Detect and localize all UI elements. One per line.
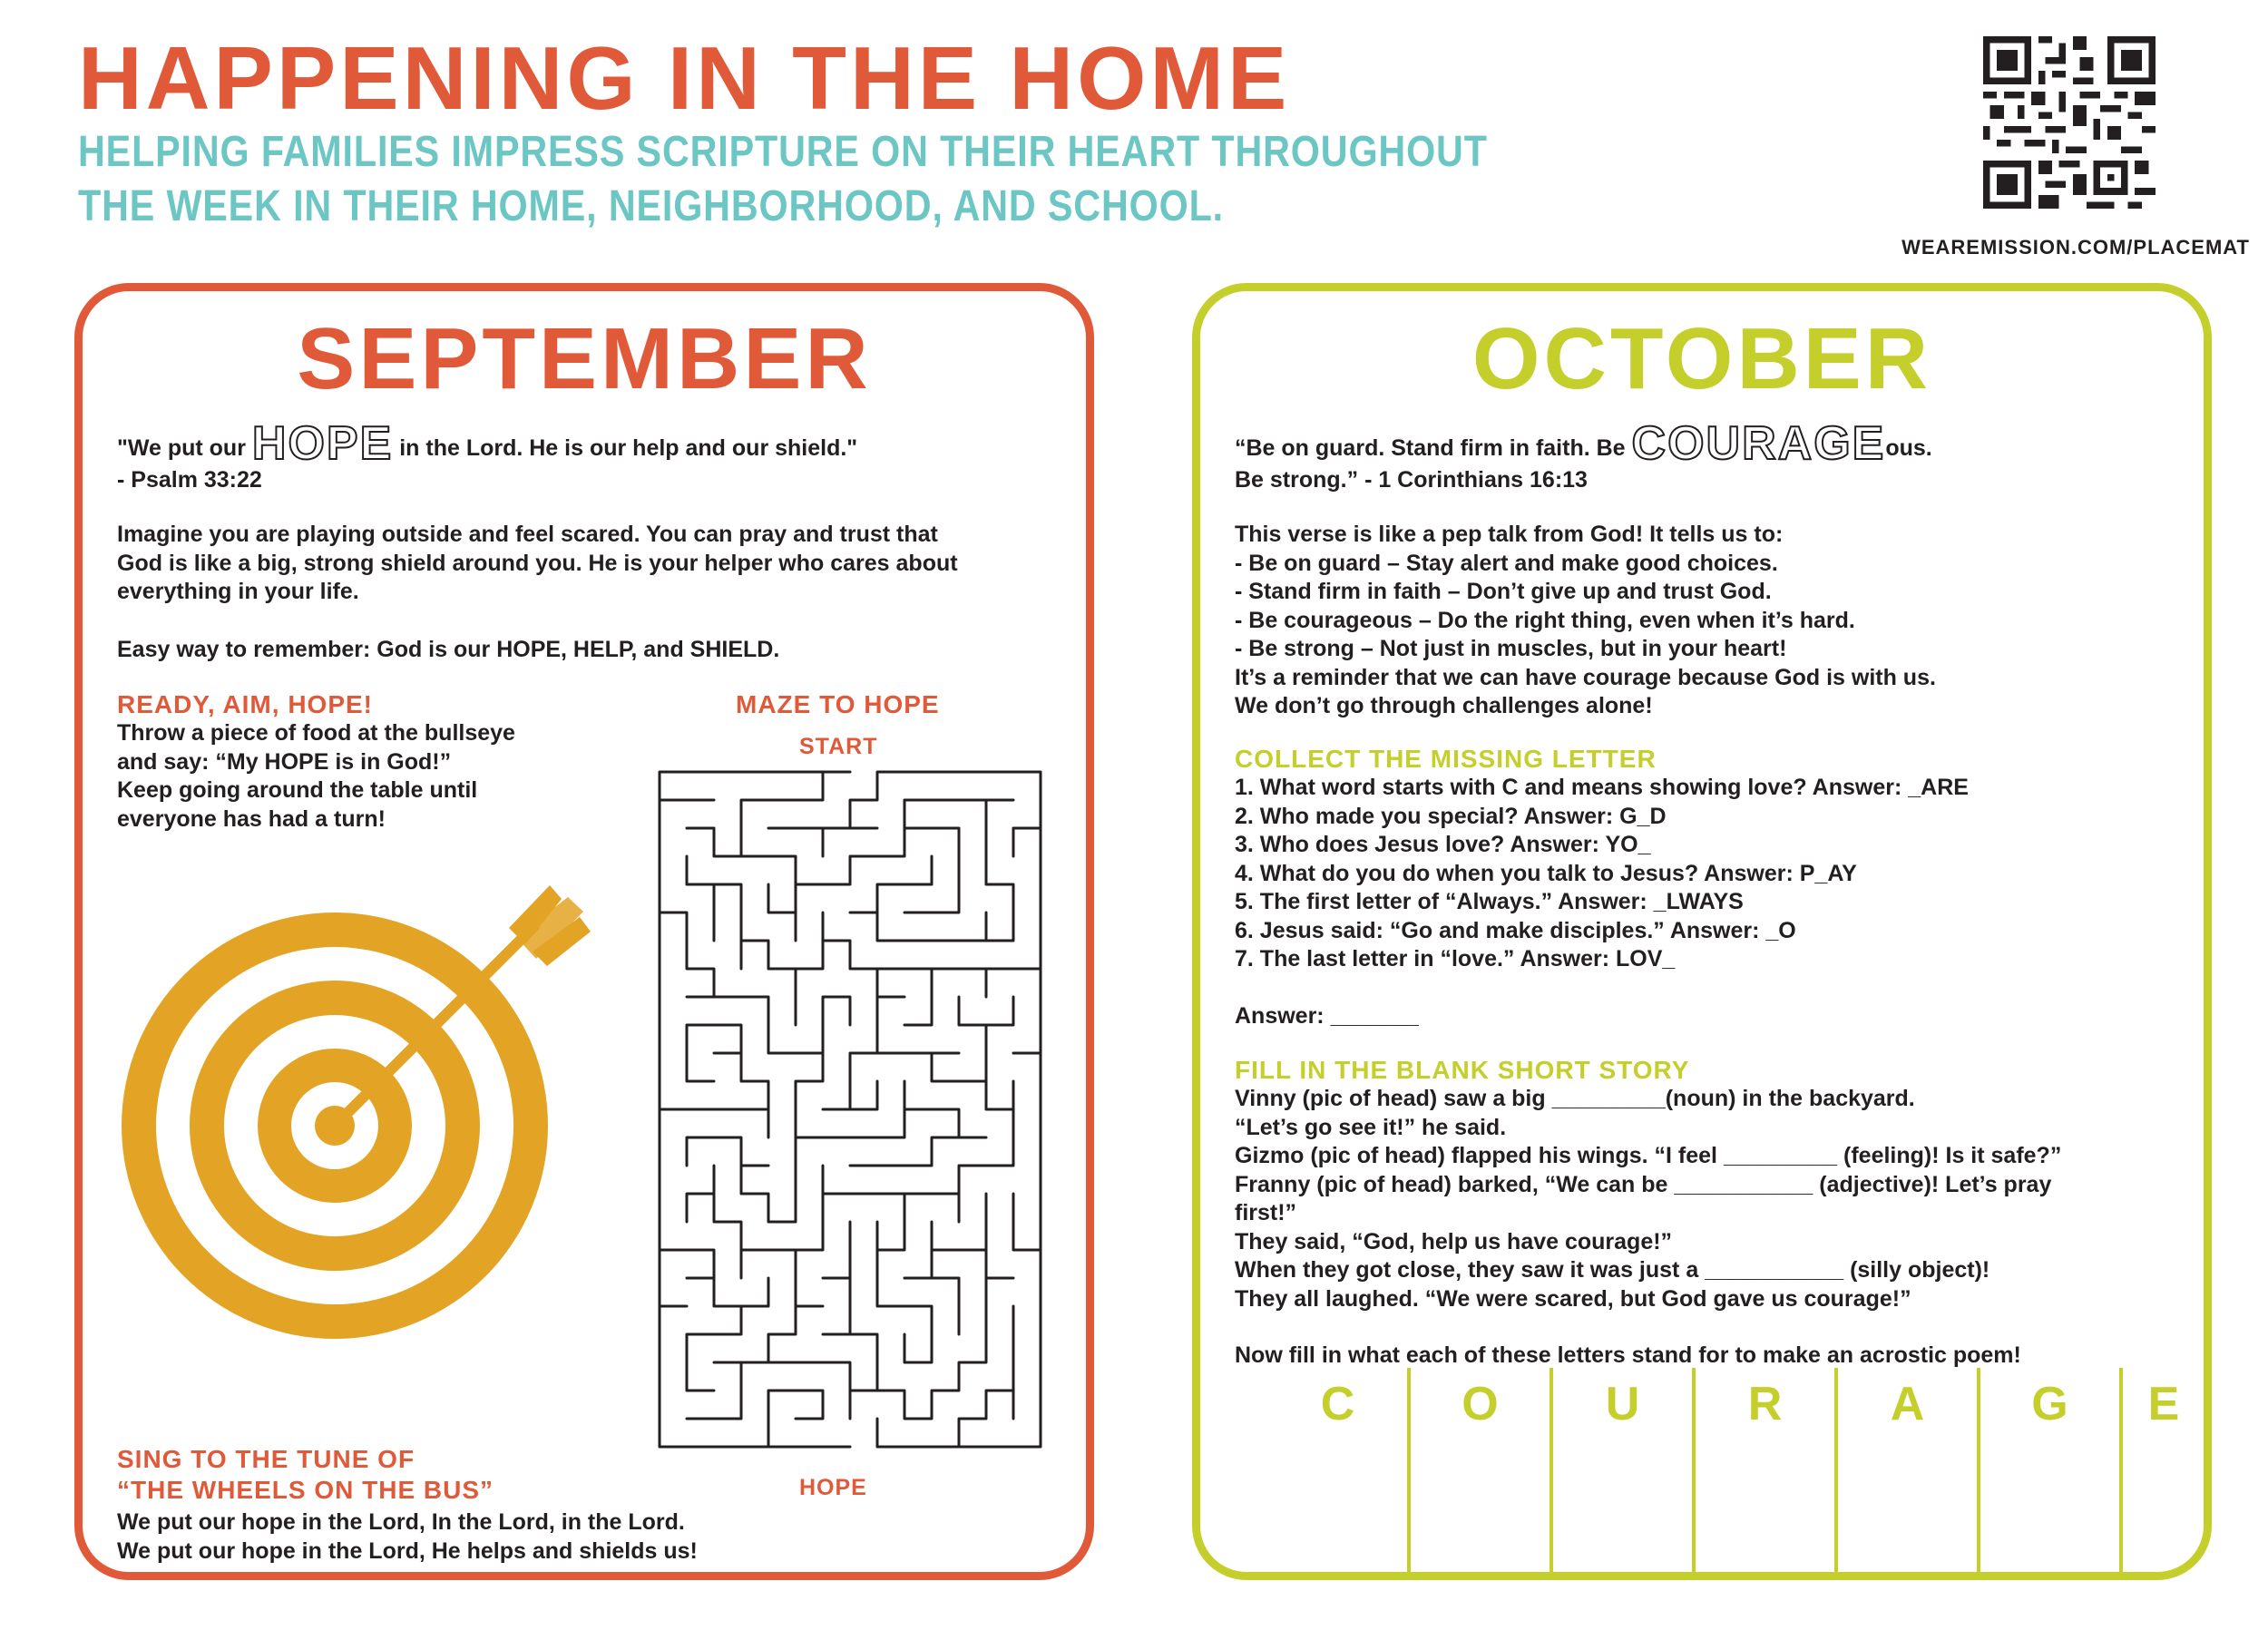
intro-line: - Be on guard – Stay alert and make good choices. [1235, 550, 1778, 576]
question-item: 4. What do you do when you talk to Jesus? Answer: P_AY [1235, 860, 1857, 886]
paragraph-line: everything in your life. [117, 579, 359, 604]
intro-line: - Be strong – Not just in muscles, but in your heart! [1235, 636, 1787, 661]
qr-code-icon [1983, 36, 2156, 209]
answer-blank[interactable]: Answer: _______ [1235, 1003, 1419, 1029]
acrostic-column-a[interactable] [1838, 1368, 1980, 1576]
acrostic-column-u[interactable] [1553, 1368, 1696, 1576]
question-item: 3. Who does Jesus love? Answer: YO_ [1235, 832, 1651, 857]
story-line: first!” [1235, 1200, 1297, 1225]
story-line: When they got close, they saw it was just a ___________ (silly object)! [1235, 1257, 1990, 1283]
easy-way-text: Easy way to remember: God is our HOPE, HELP, and SHIELD. [117, 637, 780, 662]
october-intro [1235, 521, 1936, 721]
acrostic-column-e[interactable] [2123, 1368, 2180, 1576]
acrostic-column-o[interactable] [1411, 1368, 1553, 1576]
october-title: OCTOBER [1471, 310, 1932, 407]
story-line: They all laughed. “We were scared, but God gave us courage!” [1235, 1285, 1911, 1312]
maze-puzzle[interactable] [645, 763, 1055, 1470]
maze-heading: MAZE TO HOPE [736, 690, 940, 718]
verse-text-pre: "We put our [117, 435, 252, 461]
verse-keyword-courage: COURAGE [1631, 417, 1886, 470]
lyric-line: We put our hope in the Lord, He helps and shields us! [117, 1537, 698, 1564]
website-url[interactable]: WEAREMISSION.COM/PLACEMAT [1901, 236, 2250, 259]
subtitle-line-1: HELPING FAMILIES IMPRESS SCRIPTURE ON THEIR HEART THROUGHOUT [78, 128, 1488, 176]
lyric-line: We put our hope in the Lord, In the Lord, in the Lord. [117, 1509, 685, 1535]
maze-walls [660, 772, 1041, 1447]
short-story-heading: FILL IN THE BLANK SHORT STORY [1235, 1056, 1690, 1084]
intro-line: We don’t go through challenges alone! [1235, 693, 1653, 718]
sing-heading-line-2: “THE WHEELS ON THE BUS” [117, 1476, 494, 1504]
bullseye-target-icon [110, 872, 618, 1352]
acrostic-column-c[interactable] [1268, 1368, 1411, 1576]
question-item: 6. Jesus said: “Go and make disciples.” Answer: _O [1235, 917, 1796, 943]
story-line: Gizmo (pic of head) flapped his wings. “I feel _________ (feeling)! Is it safe?” [1235, 1143, 2062, 1168]
short-story [1235, 1085, 2061, 1313]
ready-aim-hope-instructions [117, 719, 515, 834]
september-verse-ref: - Psalm 33:22 [117, 467, 262, 493]
intro-line: - Be courageous – Do the right thing, even when it’s hard. [1235, 607, 1855, 633]
question-item: 2. Who made you special? Answer: G_D [1235, 803, 1667, 829]
story-line: Vinny (pic of head) saw a big _________(noun) in the backyard. [1235, 1086, 1915, 1111]
acrostic-letter: R [1747, 1378, 1783, 1430]
verse-text-post: in the Lord. He is our help and our shield." [393, 435, 858, 461]
subtitle-line-2: THE WEEK IN THEIR HOME, NEIGHBORHOOD, AND SCHOOL. [78, 182, 1224, 230]
acrostic-grid [1268, 1368, 2180, 1576]
maze-start-label: START [799, 734, 878, 759]
sing-heading-line-1: SING TO THE TUNE OF [117, 1445, 415, 1473]
intro-line: This verse is like a pep talk from God! It tells us to: [1235, 522, 1784, 547]
collect-letter-heading: COLLECT THE MISSING LETTER [1235, 745, 1657, 773]
october-verse-ref: Be strong.” - 1 Corinthians 16:13 [1235, 467, 1588, 493]
acrostic-letter: G [2031, 1378, 2068, 1430]
acrostic-letter: U [1605, 1378, 1640, 1430]
song-lyrics [117, 1508, 698, 1566]
story-line: They said, “God, help us have courage!” [1235, 1228, 1673, 1254]
maze-end-label: HOPE [799, 1475, 867, 1500]
ready-aim-hope-heading: READY, AIM, HOPE! [117, 690, 373, 718]
september-panel [74, 283, 1094, 1580]
september-verse [117, 417, 858, 470]
october-verse [1235, 417, 1932, 470]
question-item: 1. What word starts with C and means showing love? Answer: _ARE [1235, 775, 1969, 800]
page-title: HAPPENING IN THE HOME [78, 28, 1291, 128]
intro-line: - Stand firm in faith – Don’t give up and trust God. [1235, 579, 1772, 604]
instruction-line: Keep going around the table until [117, 777, 478, 803]
story-line: “Let’s go see it!” he said. [1235, 1114, 1507, 1140]
collect-letter-list [1235, 774, 1969, 974]
paragraph-line: Imagine you are playing outside and feel scared. You can pray and trust that [117, 522, 938, 547]
intro-line: It’s a reminder that we can have courage because God is with us. [1235, 664, 1936, 690]
paragraph-line: God is like a big, strong shield around you. He is your helper who cares about [117, 550, 958, 576]
acrostic-letter: A [1890, 1378, 1925, 1430]
acrostic-prompt: Now fill in what each of these letters stand for to make an acrostic poem! [1235, 1342, 2021, 1368]
instruction-line: Throw a piece of food at the bullseye [117, 720, 515, 746]
acrostic-letter: C [1320, 1378, 1355, 1430]
september-paragraph [117, 521, 958, 607]
acrostic-letter: O [1461, 1378, 1499, 1430]
acrostic-column-r[interactable] [1696, 1368, 1838, 1576]
verse-text-pre: “Be on guard. Stand firm in faith. Be [1235, 435, 1632, 461]
question-item: 7. The last letter in “love.” Answer: LOV_ [1235, 946, 1676, 971]
verse-keyword-hope: HOPE [251, 417, 394, 470]
acrostic-letter: E [2147, 1378, 2180, 1430]
september-title: SEPTEMBER [297, 310, 872, 407]
question-item: 5. The first letter of “Always.” Answer: _LWAYS [1235, 889, 1744, 914]
instruction-line: and say: “My HOPE is in God!” [117, 748, 452, 775]
verse-text-post: ous. [1885, 435, 1932, 461]
instruction-line: everyone has had a turn! [117, 805, 386, 832]
story-line: Franny (pic of head) barked, “We can be ___________ (adjective)! Let’s pray [1235, 1171, 2052, 1197]
